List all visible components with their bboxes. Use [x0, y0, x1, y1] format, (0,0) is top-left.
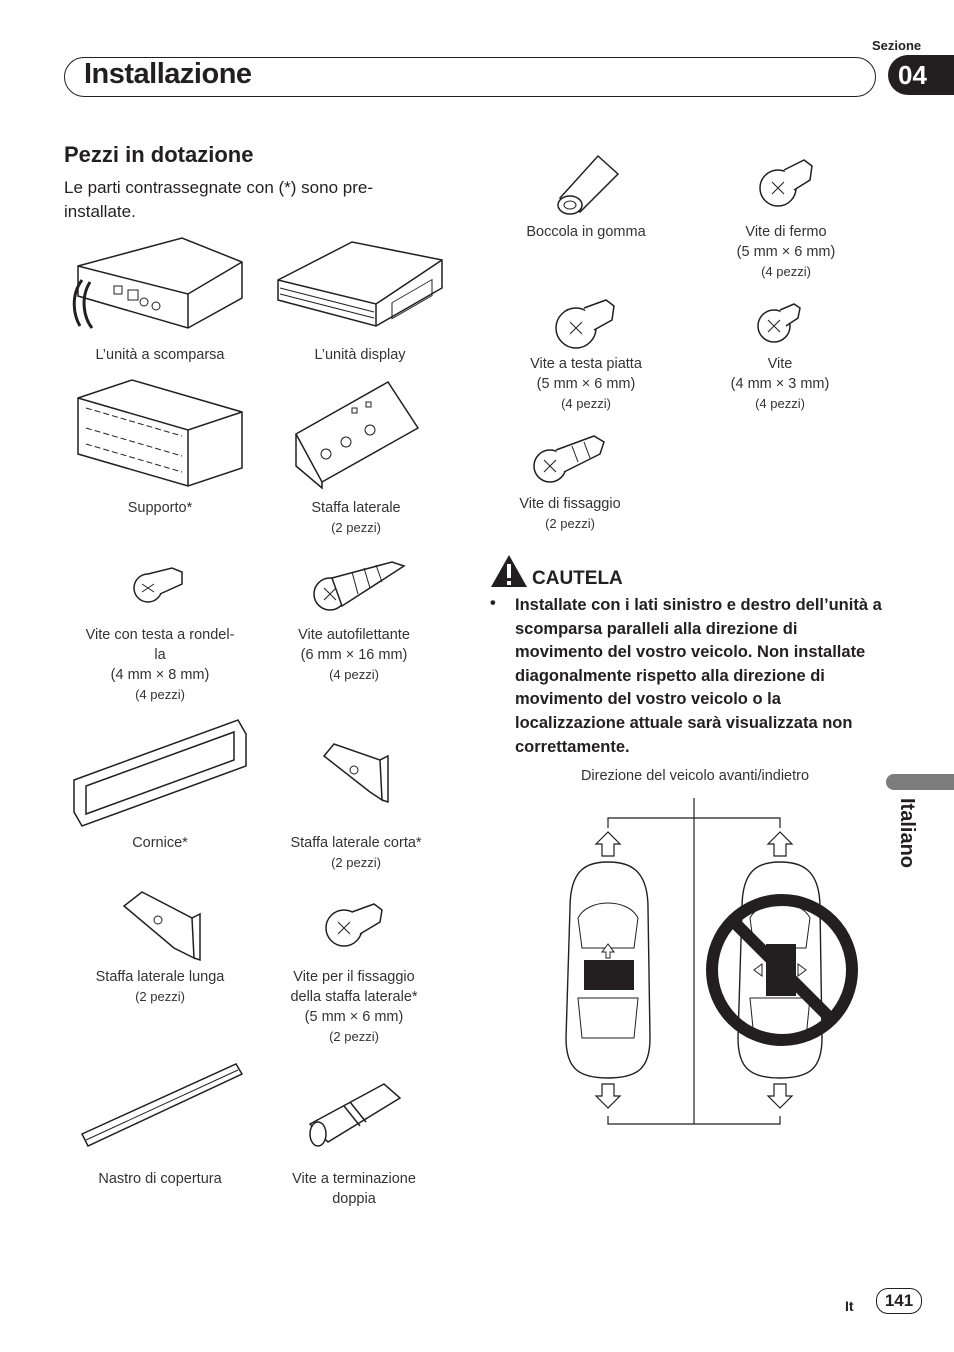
display-unit-illustration: [272, 236, 448, 340]
cover-tape-illustration: [80, 1062, 244, 1152]
page-title: Installazione: [84, 58, 252, 90]
part-caption: Cornice*: [132, 835, 188, 851]
part-caption: Vite di fissaggio (2 pezzi): [519, 496, 621, 531]
part-caption: Staffa laterale (2 pezzi): [311, 500, 401, 535]
flat-head-screw-illustration: [554, 294, 616, 350]
side-bracket-illustration: [292, 378, 422, 490]
warning-icon: [489, 553, 529, 589]
long-side-bracket-illustration: [118, 890, 204, 962]
part-caption: Vite a terminazione doppia: [292, 1171, 416, 1207]
language-tab: Italiano: [896, 798, 918, 869]
part-caption: Staffa laterale lunga (2 pezzi): [95, 969, 225, 1004]
caution-heading: CAUTELA: [532, 568, 623, 589]
part-caption: Boccola in gomma: [526, 224, 646, 240]
language-tab-marker: [886, 774, 954, 790]
small-screw-illustration: [756, 300, 802, 344]
double-end-screw-illustration: [304, 1076, 404, 1148]
fixing-screw-illustration: [532, 432, 606, 484]
rubber-bush-illustration: [552, 150, 624, 216]
part-caption: Staffa laterale corta* (2 pezzi): [290, 835, 422, 870]
part-caption: Vite per il fissaggio della staffa laterale* (5 mm × 6 mm) (2 pezzi): [290, 969, 418, 1044]
part-caption: L’unità a scomparsa: [95, 347, 225, 363]
part-caption: L’unità display: [314, 347, 406, 363]
washer-screw-illustration: [132, 562, 188, 606]
part-caption: Nastro di copertura: [98, 1171, 222, 1187]
part-caption: Supporto*: [127, 500, 193, 516]
tapping-screw-illustration: [312, 554, 408, 616]
sleeve-illustration: [72, 378, 248, 488]
hide-away-unit-illustration: [70, 236, 250, 336]
part-caption: Vite con testa a rondel- la (4 mm × 8 mm) (4 pezzi): [85, 627, 235, 702]
part-caption: Vite (4 mm × 3 mm) (4 pezzi): [730, 356, 830, 411]
short-side-bracket-illustration: [320, 740, 392, 806]
side-bracket-screw-illustration: [324, 898, 384, 950]
language-code: It: [845, 1298, 854, 1314]
installation-direction-diagram: [548, 798, 868, 1134]
part-caption: Vite autofilettante (6 mm × 16 mm) (4 pezzi): [298, 627, 410, 682]
section-label: Sezione: [872, 38, 922, 53]
intro-text: Le parti contrassegnate con (*) sono pre-installate.: [64, 178, 374, 221]
part-caption: Vite a testa piatta (5 mm × 6 mm) (4 pezzi): [530, 356, 642, 411]
page-number: 141: [876, 1288, 922, 1314]
section-heading: Pezzi in dotazione: [64, 142, 254, 167]
caution-text: Installate con i lati sinistro e destro dell’unità a scomparsa paralleli alla direzione di movimento del vostro veicolo. Non installate diagonalmente rispetto alla direzione di movimento del vostro veicolo o la localizzazione attuale sarà visualizzata non correttamente.: [515, 596, 882, 756]
part-caption: Vite di fermo (5 mm × 6 mm) (4 pezzi): [736, 224, 836, 279]
stopper-screw-illustration: [758, 156, 814, 208]
trim-ring-illustration: [70, 716, 248, 828]
bullet: •: [490, 594, 496, 612]
section-number-badge: 04: [888, 55, 954, 95]
diagram-label: Direzione del veicolo avanti/indietro: [580, 768, 810, 784]
